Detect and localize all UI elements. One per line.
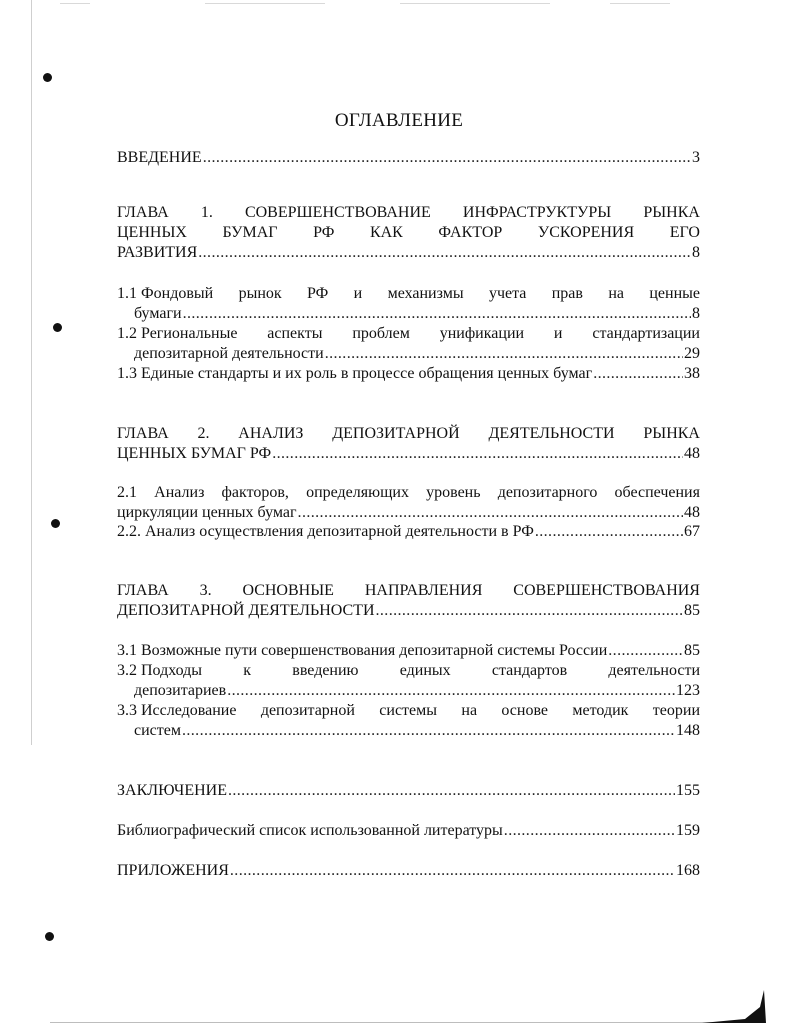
toc-page-number: 85 xyxy=(684,642,700,659)
word: обеспечения xyxy=(614,484,700,501)
word: ДЕПОЗИТАРНОЙ xyxy=(332,425,460,442)
word: 2. xyxy=(197,425,210,442)
toc-entry-text: циркуляции ценных бумаг xyxy=(117,504,297,521)
toc-page-number: 48 xyxy=(684,445,700,462)
bottom-edge-line xyxy=(50,1022,750,1023)
toc-entry-text: ПРИЛОЖЕНИЯ xyxy=(117,862,229,879)
word: ЕГО xyxy=(669,224,700,241)
word: на xyxy=(608,285,624,302)
word: единых xyxy=(399,662,451,679)
dot-leader xyxy=(325,344,683,364)
word: СОВЕРШЕНСТВОВАНИЕ xyxy=(244,204,431,221)
word: 1.2 Региональные xyxy=(117,325,238,342)
toc-entry-text: бумаги xyxy=(134,305,182,322)
word: стандартов xyxy=(491,662,568,679)
word: НАПРАВЛЕНИЯ xyxy=(364,582,483,599)
scan-artifact xyxy=(610,3,670,4)
word: ДЕЯТЕЛЬНОСТИ xyxy=(488,425,615,442)
toc-entry-conclusion xyxy=(117,781,700,801)
word: ЦЕННЫХ xyxy=(117,224,187,241)
toc-entry-text: РАЗВИТИЯ xyxy=(117,244,198,261)
word: деятельности xyxy=(608,662,700,679)
word: 3. xyxy=(199,582,212,599)
toc-page-number: 123 xyxy=(676,682,700,699)
word: депозитарной xyxy=(260,702,355,719)
word: ФАКТОР xyxy=(438,224,503,241)
toc-entry-chapter-1 xyxy=(117,203,700,263)
toc-page-number: 3 xyxy=(692,149,700,166)
toc-entry-text: ВВЕДЕНИЕ xyxy=(117,149,202,166)
binder-hole xyxy=(51,519,60,528)
scan-artifact xyxy=(400,3,550,4)
toc-entry-section-1-2 xyxy=(117,324,700,364)
toc-page-number: 168 xyxy=(676,862,700,879)
toc-entry-section-1-1 xyxy=(117,284,700,324)
toc-entry-text: 3.1 Возможные пути совершенствования депозитарной системы России xyxy=(117,642,608,659)
word: теории xyxy=(652,702,700,719)
word: и xyxy=(353,285,363,302)
toc-page-number: 8 xyxy=(692,305,700,322)
toc-entry-text: ДЕПОЗИТАРНОЙ ДЕЯТЕЛЬНОСТИ xyxy=(117,602,375,619)
word: рынок xyxy=(238,285,282,302)
toc-entry-section-3-1 xyxy=(117,641,700,661)
word: стандартизации xyxy=(592,325,700,342)
word: прав xyxy=(551,285,583,302)
dot-leader xyxy=(230,861,675,881)
dot-leader xyxy=(376,601,684,621)
word: методик xyxy=(572,702,629,719)
word: введению xyxy=(292,662,359,679)
corner-scan-mark xyxy=(700,985,770,1025)
word: системы xyxy=(379,702,438,719)
toc-entry-text: депозитарной деятельности xyxy=(134,345,324,362)
word: БУМАГ xyxy=(222,224,278,241)
word: 1. xyxy=(200,204,213,221)
toc-entry-appendix xyxy=(117,861,700,881)
scan-artifact xyxy=(205,3,325,4)
word: РФ xyxy=(307,285,329,302)
toc-entry-text: 1.3 Единые стандарты и их роль в процессе обращения ценных бумаг xyxy=(117,365,593,382)
dot-leader xyxy=(203,148,691,168)
toc-page-number: 48 xyxy=(684,504,700,521)
toc-page-number: 67 xyxy=(684,523,700,540)
word: депозитарного xyxy=(497,484,598,501)
toc-entry-section-2-2 xyxy=(117,522,700,542)
word: аспекты xyxy=(267,325,323,342)
toc-entry-section-1-3 xyxy=(117,364,700,384)
toc-page-number: 38 xyxy=(684,365,700,382)
toc-page-number: 8 xyxy=(692,244,700,261)
word: Анализ xyxy=(154,484,205,501)
word: КАК xyxy=(369,224,403,241)
dot-leader xyxy=(272,444,683,464)
word: ИНФРАСТРУКТУРЫ xyxy=(462,204,612,221)
dot-leader xyxy=(228,781,675,801)
dot-leader xyxy=(298,503,683,523)
word: ОСНОВНЫЕ xyxy=(242,582,334,599)
word: ГЛАВА xyxy=(117,582,169,599)
toc-entry-intro xyxy=(117,148,700,168)
page-title: ОГЛАВЛЕНИЕ xyxy=(334,110,464,131)
binder-hole xyxy=(45,932,54,941)
binder-hole xyxy=(43,73,52,82)
scan-artifact xyxy=(60,3,90,4)
word: 2.1 xyxy=(117,484,137,501)
dot-leader xyxy=(608,641,683,661)
word: АНАЛИЗ xyxy=(238,425,304,442)
toc-page-number: 155 xyxy=(676,782,700,799)
word: уровень xyxy=(426,484,481,501)
toc-entry-text: 2.2. Анализ осуществления депозитарной деятельности в РФ xyxy=(117,523,534,540)
word: 3.3 Исследование xyxy=(117,702,237,719)
toc-entry-section-3-2 xyxy=(117,661,700,701)
word: РФ xyxy=(313,224,335,241)
word: СОВЕРШЕНСТВОВАНИЯ xyxy=(513,582,700,599)
word: ГЛАВА xyxy=(117,204,169,221)
word: ценные xyxy=(649,285,700,302)
dot-leader xyxy=(227,681,675,701)
toc-entry-text: Библиографический список использованной литературы xyxy=(117,822,503,839)
word: учета xyxy=(488,285,527,302)
toc-entry-text: ЗАКЛЮЧЕНИЕ xyxy=(117,782,227,799)
word: факторов, xyxy=(221,484,289,501)
word: проблем xyxy=(352,325,410,342)
toc-entry-section-3-3 xyxy=(117,701,700,741)
word: на xyxy=(461,702,478,719)
binder-hole xyxy=(53,323,62,332)
toc-entry-bibliography xyxy=(117,821,700,841)
word: определяющих xyxy=(306,484,409,501)
toc-entry-section-2-1 xyxy=(117,483,700,523)
toc-entry-chapter-2 xyxy=(117,424,700,464)
word: 1.1 Фондовый xyxy=(117,285,214,302)
toc-page-number: 148 xyxy=(676,722,700,739)
toc-entry-text: депозитариев xyxy=(134,682,227,699)
dot-leader xyxy=(504,821,675,841)
toc-entry-chapter-3 xyxy=(117,581,700,621)
word: основе xyxy=(501,702,549,719)
toc-entry-text: ЦЕННЫХ БУМАГ РФ xyxy=(117,445,272,462)
dot-leader xyxy=(198,243,691,263)
dot-leader xyxy=(183,304,691,324)
word: механизмы xyxy=(387,285,464,302)
toc-entry-text: систем xyxy=(134,722,181,739)
toc-page-number: 159 xyxy=(676,822,700,839)
word: ГЛАВА xyxy=(117,425,169,442)
toc-page-number: 85 xyxy=(684,602,700,619)
word: РЫНКА xyxy=(643,425,700,442)
dot-leader xyxy=(182,721,675,741)
word: и xyxy=(553,325,563,342)
word: УСКОРЕНИЯ xyxy=(537,224,635,241)
dot-leader xyxy=(593,364,683,384)
dot-leader xyxy=(535,522,683,542)
toc-page-number: 29 xyxy=(684,345,700,362)
word: 3.2 Подходы xyxy=(117,662,203,679)
word: РЫНКА xyxy=(643,204,700,221)
word: к xyxy=(243,662,252,679)
word: унификации xyxy=(439,325,525,342)
